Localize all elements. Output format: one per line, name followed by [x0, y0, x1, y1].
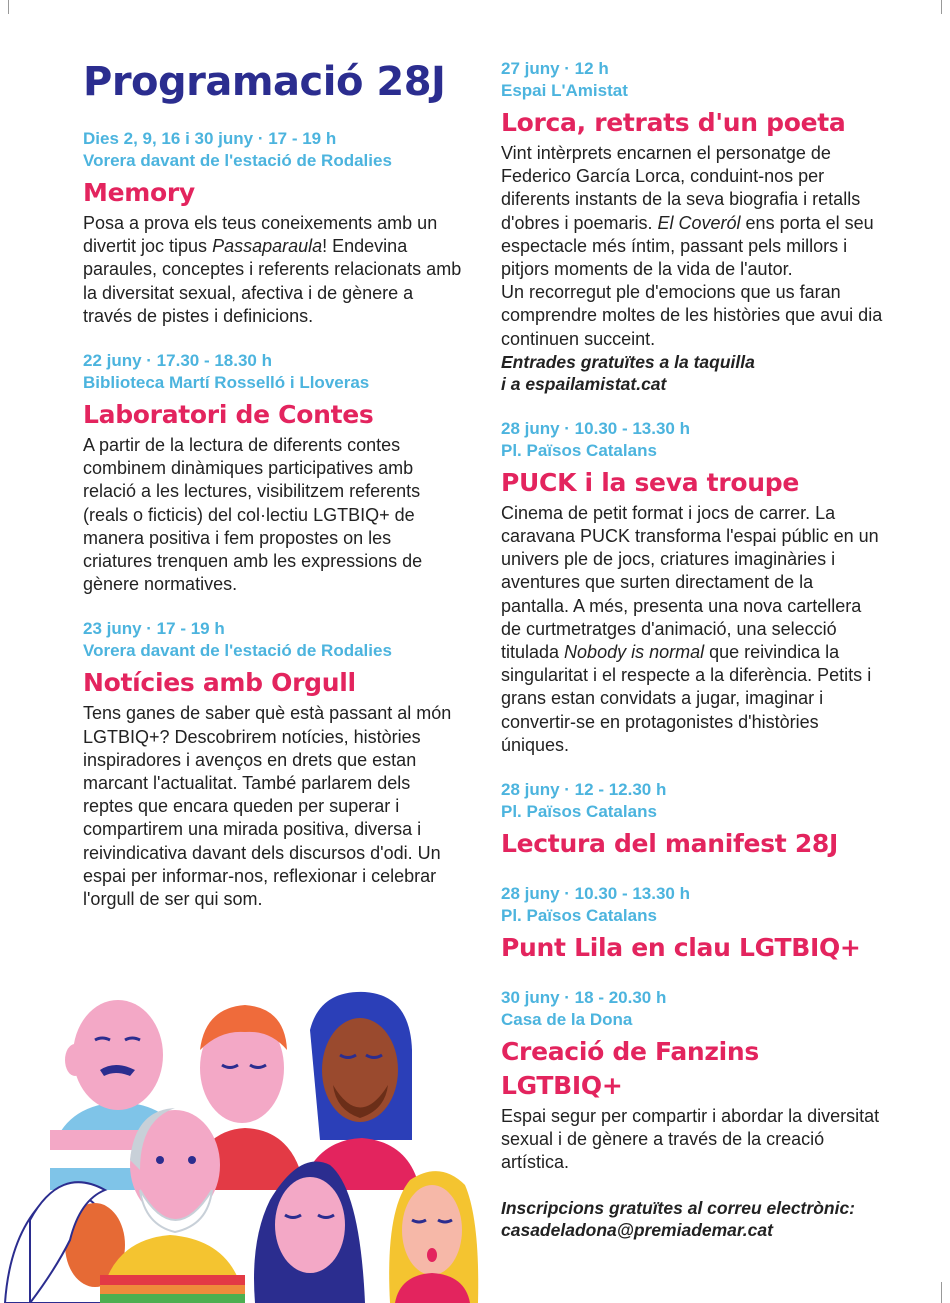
event-date: 28 juny · 12 - 12.30 h — [501, 780, 667, 800]
event-title: Lorca, retrats d'un poeta — [501, 108, 846, 137]
right-column — [501, 58, 886, 1242]
event-description: Espai segur per compartir i abordar la diversitat sexual i de gènere a través de la creació artística. — [501, 1106, 880, 1173]
event-date: 28 juny · 10.30 - 13.30 h — [501, 418, 690, 438]
ticket-note: Entrades gratuïtes a la taquilla i a espailamistat.cat — [501, 351, 755, 395]
event-fanzins — [501, 987, 886, 1175]
event-place: Casa de la Dona — [501, 1010, 633, 1030]
event-manifest — [501, 779, 886, 861]
contact-note — [501, 1197, 886, 1242]
event-place: Biblioteca Martí Rosselló i Lloveras — [83, 373, 370, 393]
event-place: Vorera davant de l'estació de Rodalies — [83, 641, 392, 661]
page-title: Programació 28J — [83, 59, 446, 105]
event-description: Cinema de petit format i jocs de carrer. La caravana PUCK transforma l'espai públic en un univers ple de jocs, criatures imaginàries i aventures que surten directament de la pantalla. A més, presenta una nova cartellera de curtmetratges d'animació, una selecció titulada Nobody is normal que reivindica la singularitat i el respecte a la diferència. Petits i grans estan convidats a jugar, imaginar i convertir-se en protagonistes d'històries úniques. — [501, 502, 879, 755]
event-lorca — [501, 58, 886, 396]
event-punt-lila — [501, 883, 886, 965]
contact-email[interactable]: casadeladona@premiademar.cat — [501, 1220, 773, 1241]
event-puck — [501, 418, 886, 757]
event-title: PUCK i la seva troupe — [501, 467, 799, 497]
diverse-people-illustration — [0, 990, 480, 1303]
event-place: Pl. Països Catalans — [501, 906, 657, 926]
event-noticies — [83, 618, 463, 911]
event-laboratori — [83, 350, 463, 596]
event-place: Pl. Països Catalans — [501, 440, 657, 460]
event-date: 22 juny · 17.30 - 18.30 h — [83, 351, 272, 371]
left-column — [83, 58, 463, 933]
event-date: 30 juny · 18 - 20.30 h — [501, 988, 667, 1008]
event-description: Posa a prova els teus coneixements amb un divertit joc tipus Passaparaula! Endevina paraules, conceptes i referents relacionats amb la diversitat sexual, afectiva i de gènere a través de pistes i definicions. — [83, 213, 462, 326]
event-memory — [83, 128, 463, 328]
crop-mark-bottom-right — [941, 1282, 942, 1303]
event-title: Memory — [83, 178, 195, 207]
event-date: Dies 2, 9, 16 i 30 juny · 17 - 19 h — [83, 129, 337, 148]
event-description: Tens ganes de saber què està passant al món LGTBIQ+? Descobrirem notícies, històries inspiradores i avenços en drets que estan marcant l'actualitat. També parlarem dels reptes que encara queden per superar i compartirem una mirada positiva, diversa i reivindicativa davant dels discursos d'odi. Un espai per informar-nos, reflexionar i celebrar l'orgull de ser qui som. — [83, 703, 452, 910]
event-date: 28 juny · 10.30 - 13.30 h — [501, 884, 690, 904]
event-description: A partir de la lectura de diferents contes combinem dinàmiques participatives amb relació a les lectures, visibilitzem referents (reals o ficticis) del col·lectiu LGTBIQ+ de manera positiva i fem propostes on les criatures trenquen amb les expressions de gènere normatives. — [83, 435, 423, 595]
crop-mark-left — [8, 0, 9, 14]
event-place: Espai L'Amistat — [501, 81, 628, 100]
event-title: Creació de Fanzins LGTBIQ+ — [501, 1037, 760, 1101]
event-date: 23 juny · 17 - 19 h — [83, 619, 225, 639]
event-description: Vint intèrprets encarnen el personatge de Federico García Lorca, conduint-nos per diferents instants de la seva biografia i retalls d'obres i poemaris. El Coveról ens porta el seu espectacle més íntim, passant pels millors i pitjors moments de la vida de l'autor. Un recorregut ple d'emocions que us faran comprendre moltes de les històries que avui dia continuen succeint. — [501, 143, 883, 349]
event-date: 27 juny · 12 h — [501, 59, 609, 78]
event-title: Notícies amb Orgull — [83, 668, 356, 698]
crop-mark-right — [941, 0, 942, 14]
event-title: Laboratori de Contes — [83, 400, 374, 430]
event-place: Pl. Països Catalans — [501, 802, 657, 822]
contact-label: Inscripcions gratuïtes al correu electrònic: — [501, 1197, 855, 1218]
event-place: Vorera davant de l'estació de Rodalies — [83, 151, 392, 170]
event-title: Punt Lila en clau LGTBIQ+ — [501, 933, 861, 963]
event-title: Lectura del manifest 28J — [501, 829, 839, 859]
